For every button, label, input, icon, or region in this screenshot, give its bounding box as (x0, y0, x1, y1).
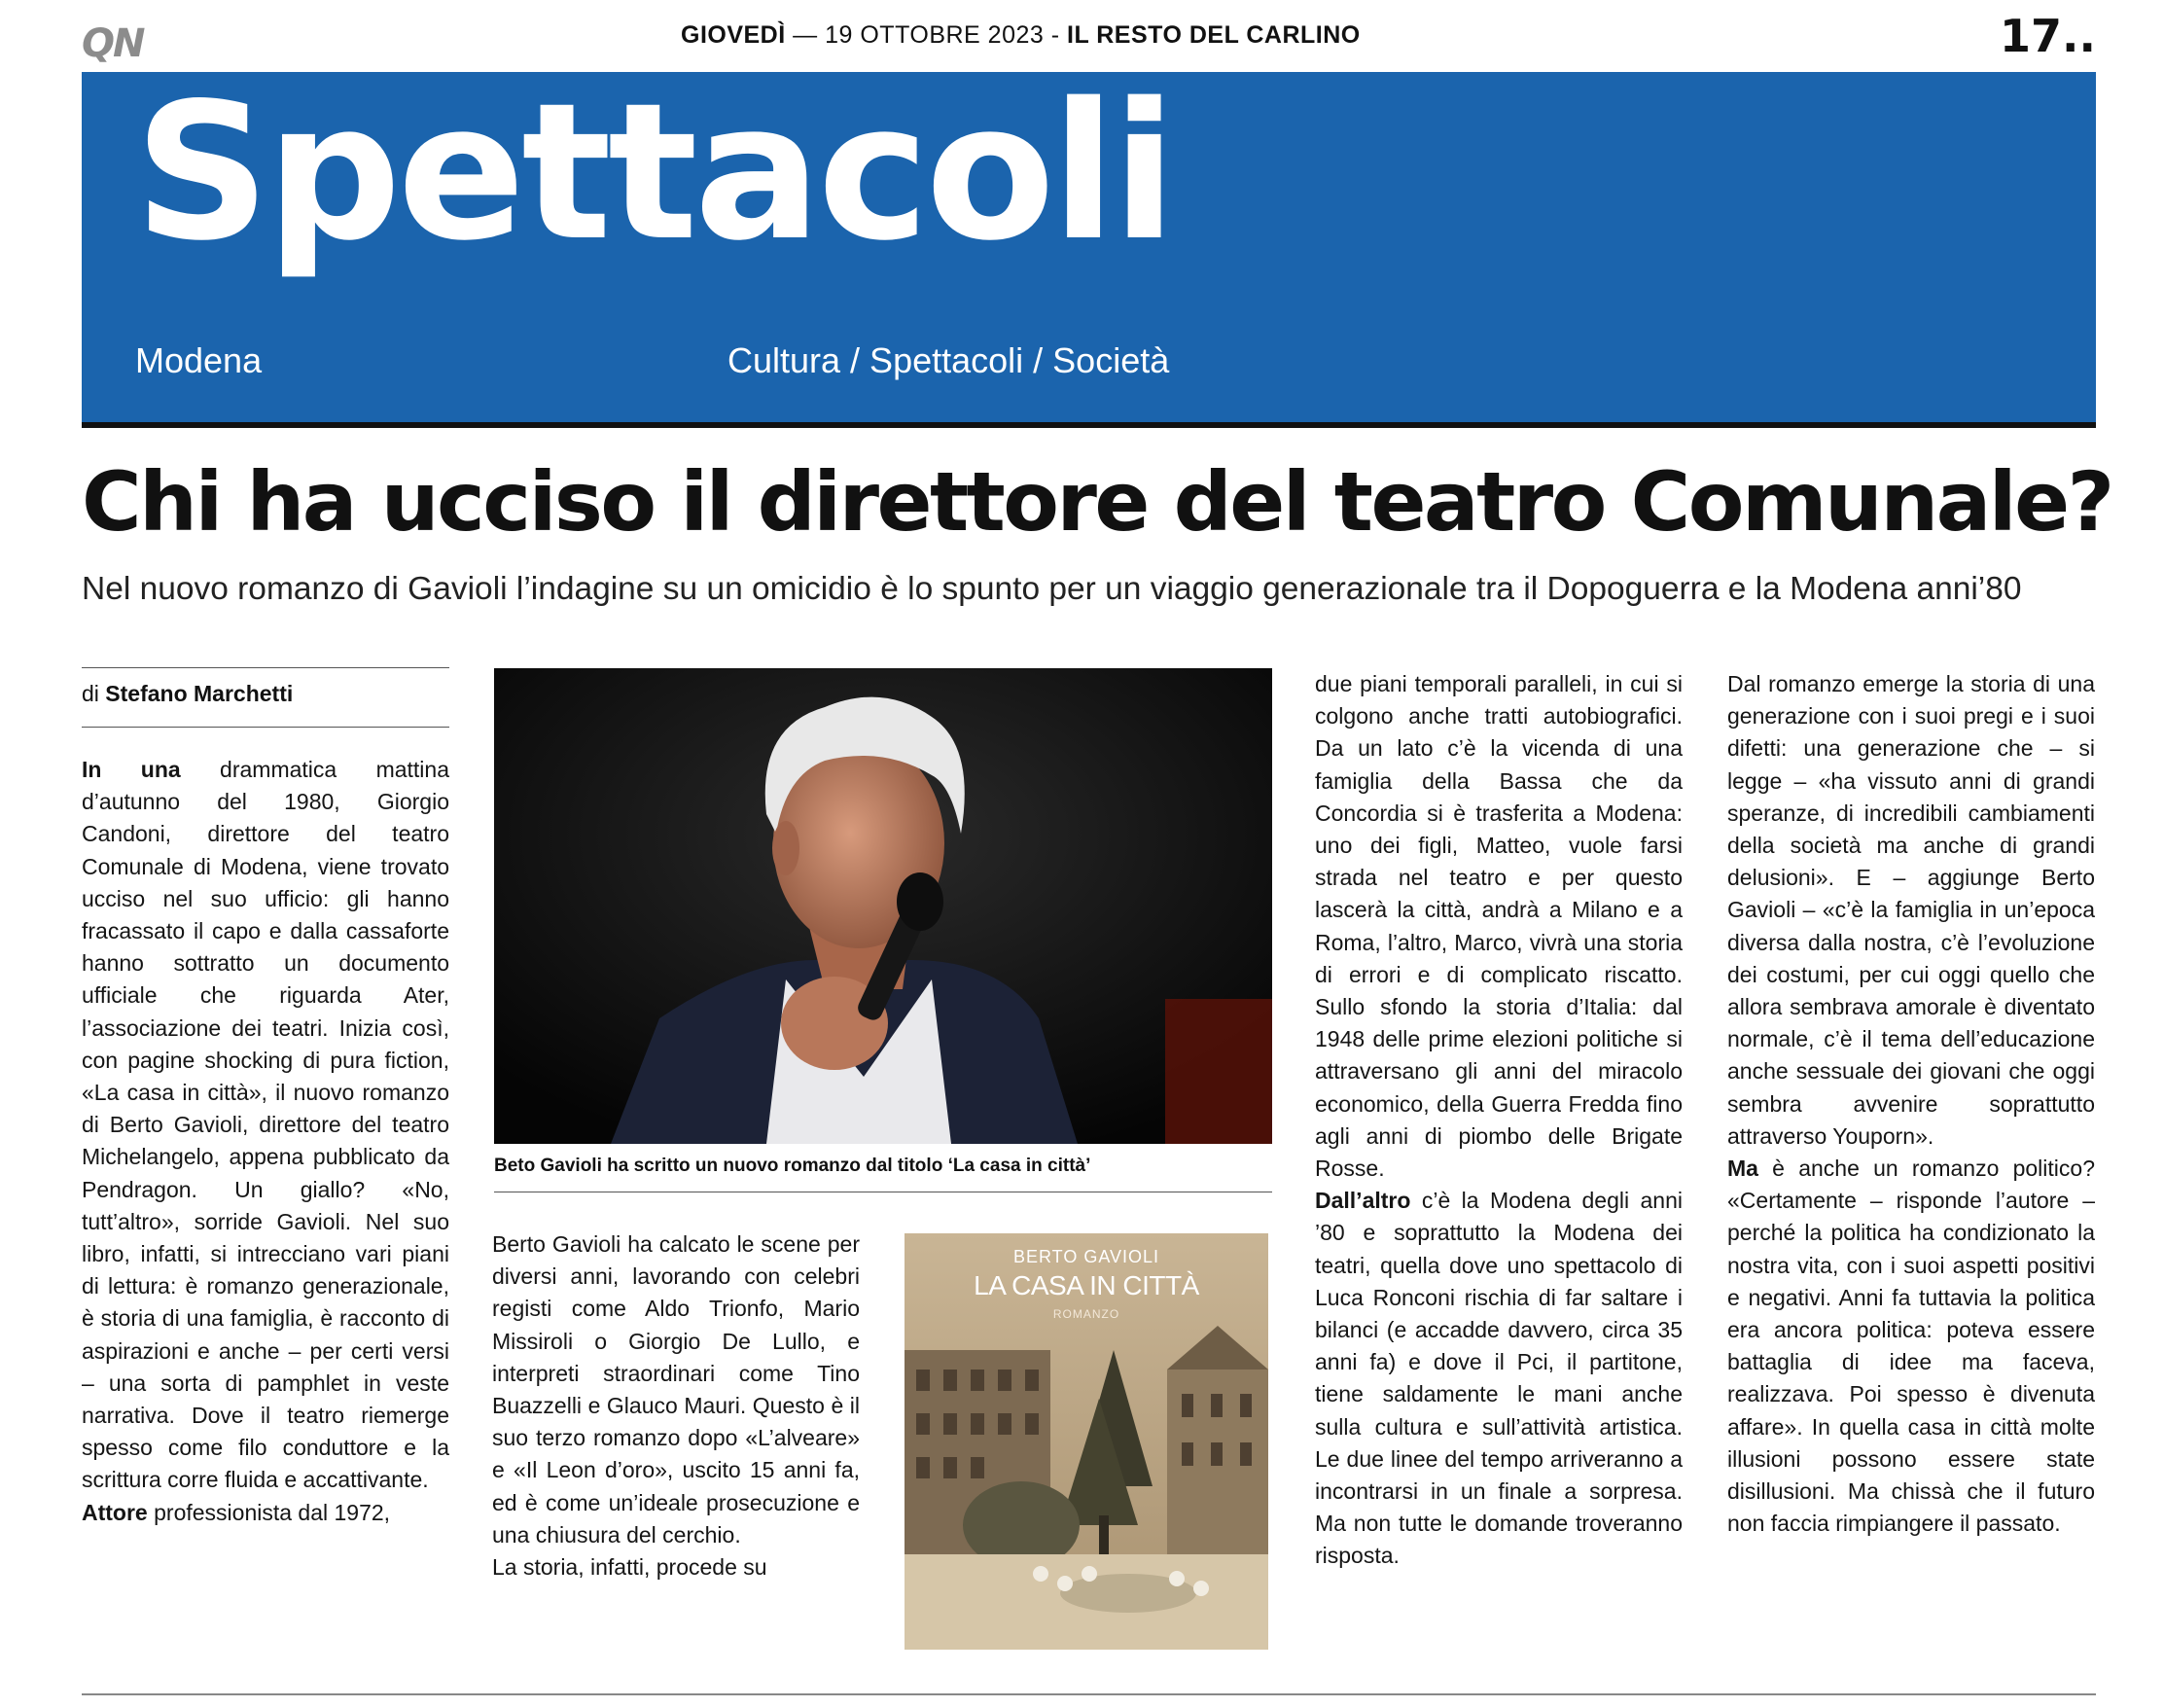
paragraph-text: drammatica mattina d’autunno del 1980, Giorgio Candoni, direttore del teatro Comunale di Modena, viene trovato ucciso nel suo ufficio: gli hanno fracassato il capo e dalla cassaforte hanno sottratto un documento ufficiale che riguarda Ater, l’associazione dei teatri. Inizia così, con pagine shocking di pura fiction, «La casa in città», il nuovo romanzo di Berto Gavioli, direttore del teatro Michelangelo, appena pubblicato da Pendragon. Un giallo? «No, tutt’altro», sorride Gavioli. Nel suo libro, infatti, si intrecciano vari piani di lettura: è romanzo generazionale, è storia di una famiglia, è racconto di aspirazioni e anche – per certi versi – una sorta di pamphlet in veste narrativa. Dove il teatro riemerge spesso come filo conduttore e la scrittura corre fluida e accattivante. (82, 757, 449, 1493)
article-subheadline: Nel nuovo romanzo di Gavioli l’indagine su un omicidio è lo spunto per un viaggio generazionale tra il Dopoguerra e la Modena anni’80 (82, 571, 2022, 607)
paragraph-text: c’è la Modena degli anni ’80 e soprattutto la Modena dei teatri, quella dove uno spettacolo di Luca Ronconi rischia di far saltare i bilanci (e accadde davvero, circa 35 anni fa) e dove il Pci, il partitone, tiene saldamente le mani anche sulla cultura e sull’attività artistica. Le due linee del tempo arriveranno a incontrarsi in un finale a sorpresa. Ma non tutte le domande troveranno risposta. (1315, 1188, 1683, 1569)
page-number-dots: .. (2062, 10, 2096, 62)
paragraph-text: professionista dal 1972, (147, 1499, 391, 1525)
page-number-value: 17 (2000, 10, 2063, 62)
paragraph-lead: Ma (1727, 1156, 1758, 1182)
paragraph (1315, 1185, 1683, 1572)
section-title: Spettacoli (134, 62, 1173, 282)
dateline-date: 19 OTTOBRE 2023 (825, 21, 1045, 49)
byline-author: Stefano Marchetti (105, 681, 294, 706)
paragraph: Berto Gavioli ha calcato le scene per diversi anni, lavorando con celebri registi come Aldo Trionfo, Mario Missiroli o Giorgio De Lullo, e interpreti straordinari come Tino Buazzelli e Glauco Mauri. Questo è il suo terzo romanzo dopo «L’alveare» e «Il Leon d’oro», uscito 15 anni fa, ed è come un’ideale prosecuzione e una chiusura del cerchio. (492, 1231, 860, 1548)
section-rubric: Cultura / Spettacoli / Società (727, 340, 1170, 380)
book-title: LA CASA IN CITTÀ (974, 1270, 1199, 1300)
paragraph (82, 754, 449, 1497)
paragraph: Dal romanzo emerge la storia di una generazione con i suoi pregi e i suoi difetti: una generazione che – si legge – «ha vissuto anni di grandi speranze, di incredibili cambiamenti della società ma anche di grandi delusioni». E – aggiunge Berto Gavioli – «c’è la famiglia in un’epoca diversa dalla nostra, c’è l’evoluzione dei costumi, per cui oggi quello che allora sembrava amorale è diventato normale, c’è il tema dell’educazione anche sessuale dei giovani che oggi sembra avvenire soprattutto attraverso Youporn». (1727, 671, 2095, 1149)
dateline-newspaper: IL RESTO DEL CARLINO (1067, 21, 1361, 49)
article-column-2 (492, 1228, 860, 1583)
byline-prefix: di (82, 681, 99, 706)
paragraph-lead: Attore (82, 1499, 148, 1525)
paragraph-lead: Dall’altro (1315, 1188, 1411, 1214)
byline (82, 681, 293, 707)
article-column-1 (82, 754, 449, 1529)
paragraph: La storia, infatti, procede su (492, 1554, 767, 1581)
section-city: Modena (135, 340, 263, 380)
paragraph: due piani temporali paralleli, in cui si colgono anche tratti autobiografici. Da un lato c’è la vicenda di una famiglia della Bassa che da Concordia si è trasferita a Modena: uno dei figli, Matteo, vuole farsi strada nel teatro e per questo lascerà la città, andrà a Milano e a Roma, l’altro, Marco, vivrà una storia di errori e di complicato riscatto. Sullo sfondo la storia d’Italia: dal 1948 delle prime elezioni politiche si attraversano gli anni del miracolo economico, della Guerra Fredda fino agli anni di piombo delle Brigate Rosse. (1315, 671, 1683, 1182)
dateline-separator: - (1050, 21, 1060, 49)
book-subtitle: ROMANZO (1052, 1307, 1120, 1321)
dateline (681, 21, 1556, 50)
photo-caption: Beto Gavioli ha scritto un nuovo romanzo dal titolo ‘La casa in città’ (494, 1156, 1091, 1176)
paragraph-text: è anche un romanzo politico? «Certamente – risponde l’autore – perché la politica ha condizionato la nostra vita, con i suoi aspetti positivi e negativi. Anni fa tuttavia la politica era ancora politica: poteva essere battaglia di idee ma faceva, realizzava. Poi spesso è divenuta affare». In quella casa in città molte illusioni possono essere state disillusioni. Ma chissà che il futuro non faccia rimpiangere il passato. (1727, 1156, 2095, 1537)
dateline-day: GIOVEDÌ (681, 21, 786, 49)
paragraph (1727, 1153, 2095, 1540)
page-number (2000, 10, 2096, 62)
article-column-3 (1315, 668, 1683, 1573)
article-column-4 (1727, 668, 2095, 1540)
paragraph-lead: In una (82, 757, 181, 782)
paragraph (82, 1497, 449, 1529)
book-author: BERTO GAVIOLI (1012, 1247, 1160, 1266)
page-bottom-divider (82, 1693, 2096, 1695)
author-photo (494, 668, 1272, 1144)
newspaper-logo: QN (82, 21, 144, 66)
book-cover (905, 1233, 1268, 1650)
article-headline: Chi ha ucciso il direttore del teatro Comunale? (82, 454, 2112, 550)
dateline-dash: — (793, 21, 818, 49)
author-photo-illustration (494, 668, 1272, 1144)
